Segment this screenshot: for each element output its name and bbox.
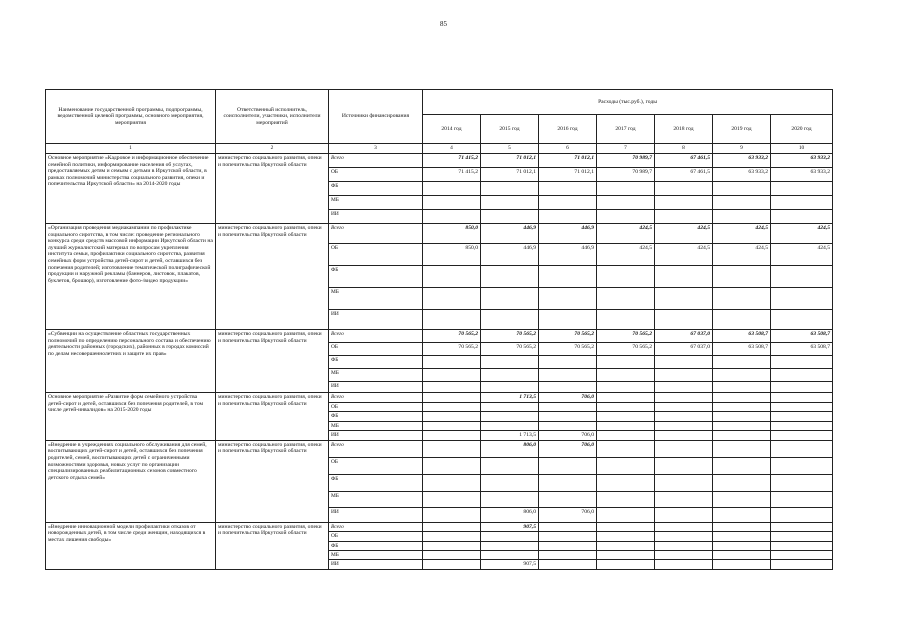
expense-value [423, 393, 481, 403]
expense-value [597, 412, 655, 421]
expense-value [481, 412, 539, 421]
expense-value [423, 532, 481, 541]
expense-value [423, 310, 481, 330]
expense-value [771, 382, 833, 393]
expense-value [597, 551, 655, 560]
column-number: 1 [46, 144, 216, 154]
expense-value [539, 356, 597, 369]
table-row [46, 154, 833, 168]
expense-value: 706,0 [539, 440, 597, 457]
expense-value: 71 012,1 [481, 168, 539, 182]
funding-source: МБ [329, 369, 423, 382]
expense-value [655, 210, 713, 224]
funding-source: ОБ [329, 532, 423, 541]
expense-value [713, 560, 771, 570]
expense-value: 63 508,7 [713, 343, 771, 356]
expense-value: 71 012,1 [481, 154, 539, 168]
measure-name: «Организация проведения медиакампании по профилактике социального сиротства, в том числе: проведение регионального конкурса среди средств массовой информации Иркутской области на лучший журналистский материал по вопросам укрепления института семьи, профилактики социального сиротства, развития семейных форм устройства детей-сирот и детей, оставшихся без попечения родителей; изготовление тематической полиграфической продукции и наружной рекламы (баннеров, листовок, плакатов, буклетов, брошюр), изготовление фото-/видео продукции» [46, 224, 216, 330]
funding-source: МБ [329, 421, 423, 430]
expense-value [481, 551, 539, 560]
expense-value: 70 565,2 [597, 330, 655, 343]
expense-value: 446,9 [481, 224, 539, 244]
expense-value [771, 310, 833, 330]
expense-value [481, 369, 539, 382]
expense-value [423, 182, 481, 196]
expense-value: 70 565,2 [597, 343, 655, 356]
expense-value: 70 565,2 [481, 343, 539, 356]
measure-executor: министерство социального развития, опеки и попечительства Иркутской области [216, 154, 329, 224]
expense-value [481, 382, 539, 393]
expense-value [597, 457, 655, 474]
expense-value [771, 457, 833, 474]
measure-name: «Внедрение в учреждениях социального обслуживания для семей, воспитывающих детей-сирот и детей, оставшихся без попечения родителей, семей, воспитывающих детей с ограниченными возможностями здоровья, новых услуг по организации специализированных реабилитационных сезонов совместного детского отдыха семей» [46, 440, 216, 522]
expense-value [539, 266, 597, 288]
expense-value [539, 412, 597, 421]
header-year: 2018 год [655, 115, 713, 144]
expense-value [655, 507, 713, 522]
expense-value: 424,5 [713, 244, 771, 266]
expense-value [655, 266, 713, 288]
expense-value [423, 560, 481, 570]
expense-value [713, 382, 771, 393]
expense-value [655, 551, 713, 560]
expense-value [597, 356, 655, 369]
expense-value [713, 431, 771, 441]
expense-value: 446,9 [539, 244, 597, 266]
expense-value [539, 196, 597, 210]
expense-value [655, 474, 713, 491]
expense-value [423, 210, 481, 224]
expense-value [539, 474, 597, 491]
expense-value: 63 933,2 [771, 154, 833, 168]
column-number: 3 [329, 144, 423, 154]
expense-value [713, 457, 771, 474]
expense-value [423, 507, 481, 522]
expense-value [655, 491, 713, 507]
expense-value: 67 461,5 [655, 168, 713, 182]
expense-value [481, 474, 539, 491]
expense-value: 63 508,7 [771, 343, 833, 356]
expense-value [771, 491, 833, 507]
expense-value [713, 551, 771, 560]
expense-value [423, 457, 481, 474]
expense-value [481, 403, 539, 412]
measure-name: Основное мероприятие «Кадровое и информационное обеспечение семейной политики, информирование населения об услугах, предоставляемых детям и семьям с детьми в Иркутской области, в рамках полномочий министерства социального развития, опеки и попечительства Иркутской области» на 2014-2020 годы [46, 154, 216, 224]
measure-executor: министерство социального развития, опеки и попечительства Иркутской области [216, 224, 329, 330]
expense-value: 424,5 [771, 244, 833, 266]
column-number: 9 [713, 144, 771, 154]
expense-value: 806,0 [481, 440, 539, 457]
table-row [46, 393, 833, 403]
expense-value [771, 507, 833, 522]
header-year: 2015 год [481, 115, 539, 144]
expense-value [771, 266, 833, 288]
funding-source: ИИ [329, 431, 423, 441]
expense-value [539, 421, 597, 430]
expense-value [423, 196, 481, 210]
expense-value [481, 288, 539, 310]
table-row [46, 440, 833, 457]
expense-value [713, 440, 771, 457]
measure-executor: министерство социального развития, опеки и попечительства Иркутской области [216, 393, 329, 441]
expense-value: 71 012,1 [539, 168, 597, 182]
expense-value: 67 037,0 [655, 330, 713, 343]
expense-value [597, 541, 655, 550]
expense-value [771, 196, 833, 210]
header-executor: Ответственный исполнитель, соисполнители, участники, исполнители мероприятий [216, 90, 329, 144]
expense-value [713, 266, 771, 288]
expense-value [597, 369, 655, 382]
expense-value: 70 565,2 [481, 330, 539, 343]
expense-value [597, 210, 655, 224]
funding-source: ФБ [329, 412, 423, 421]
expense-value: 850,0 [423, 244, 481, 266]
header-year: 2017 год [597, 115, 655, 144]
expense-value [771, 182, 833, 196]
expense-value [655, 541, 713, 550]
expense-value [481, 356, 539, 369]
funding-source: МБ [329, 491, 423, 507]
expense-value [481, 541, 539, 550]
funding-source: ФБ [329, 356, 423, 369]
header-year: 2016 год [539, 115, 597, 144]
expense-value [539, 369, 597, 382]
expense-value [713, 182, 771, 196]
funding-source: ОБ [329, 403, 423, 412]
expense-value [655, 403, 713, 412]
expense-value [597, 560, 655, 570]
expense-value [713, 369, 771, 382]
expense-value [597, 491, 655, 507]
expense-value: 424,5 [597, 224, 655, 244]
funding-source: ФБ [329, 541, 423, 550]
expense-value [597, 440, 655, 457]
expense-value [481, 532, 539, 541]
expense-value [771, 551, 833, 560]
expense-value [539, 382, 597, 393]
expense-value [771, 412, 833, 421]
expense-value [539, 182, 597, 196]
expense-value [423, 266, 481, 288]
funding-source: ОБ [329, 168, 423, 182]
measure-name: Основное мероприятие «Развитие форм семейного устройства детей-сирот и детей, оставшихся без попечения родителей, в том числе детей-инвалидов» на 2015-2020 годы [46, 393, 216, 441]
expense-value [655, 182, 713, 196]
funding-source: ИИ [329, 382, 423, 393]
expense-value [597, 393, 655, 403]
budget-body [46, 154, 833, 570]
expense-value [771, 440, 833, 457]
expense-value [771, 369, 833, 382]
expense-value [771, 431, 833, 441]
expense-value [539, 560, 597, 570]
measure-name: «Внедрение инновационной модели профилактики отказов от новорожденных детей, в том числе среди женщин, находящихся в местах лишения свободы» [46, 522, 216, 569]
expense-value [713, 356, 771, 369]
expense-value [713, 474, 771, 491]
expense-value: 424,5 [655, 244, 713, 266]
expense-value [713, 288, 771, 310]
expense-value [481, 457, 539, 474]
expense-value: 63 508,7 [771, 330, 833, 343]
header-name: Наименование государственной программы, подпрограммы, ведомственной целевой программы, основного мероприятия, мероприятия [46, 90, 216, 144]
column-number: 8 [655, 144, 713, 154]
expense-value [771, 421, 833, 430]
funding-source: ФБ [329, 266, 423, 288]
expense-value [771, 532, 833, 541]
funding-source: ИИ [329, 210, 423, 224]
expense-value [655, 310, 713, 330]
expense-value [713, 403, 771, 412]
expense-value [713, 541, 771, 550]
expense-value: 71 012,1 [539, 154, 597, 168]
expense-value: 70 989,7 [597, 168, 655, 182]
expense-value: 424,5 [597, 244, 655, 266]
expense-value: 1 713,5 [481, 431, 539, 441]
expense-value [655, 522, 713, 532]
expense-value [423, 541, 481, 550]
expense-value [539, 310, 597, 330]
header-source: Источники финансирования [329, 90, 423, 144]
expense-value [539, 403, 597, 412]
expense-value: 63 508,7 [713, 330, 771, 343]
expense-value [423, 412, 481, 421]
expense-value: 63 933,2 [713, 168, 771, 182]
expense-value [597, 507, 655, 522]
expense-value [423, 382, 481, 393]
expense-value [597, 532, 655, 541]
expense-value [423, 522, 481, 532]
expense-value: 446,9 [539, 224, 597, 244]
expense-value [597, 266, 655, 288]
expense-value [655, 412, 713, 421]
expense-value [655, 560, 713, 570]
expense-value [713, 412, 771, 421]
funding-source: ИИ [329, 560, 423, 570]
expense-value: 70 565,2 [423, 330, 481, 343]
expense-value [771, 210, 833, 224]
table-row [46, 522, 833, 532]
expense-value [713, 532, 771, 541]
expense-value [771, 288, 833, 310]
expense-value [539, 551, 597, 560]
funding-source: Всего [329, 393, 423, 403]
expense-value [713, 196, 771, 210]
expense-value [597, 431, 655, 441]
expense-value [713, 507, 771, 522]
expense-value [423, 474, 481, 491]
funding-source: ФБ [329, 474, 423, 491]
budget-table [45, 89, 833, 570]
expense-value [481, 421, 539, 430]
expense-value [539, 541, 597, 550]
expense-value [655, 393, 713, 403]
expense-value: 71 415,2 [423, 168, 481, 182]
expense-value: 706,0 [539, 393, 597, 403]
expense-value: 806,0 [481, 507, 539, 522]
expense-value [655, 288, 713, 310]
expense-value [771, 403, 833, 412]
expense-value [713, 310, 771, 330]
expense-value [771, 393, 833, 403]
expense-value: 70 565,2 [539, 330, 597, 343]
expense-value [597, 382, 655, 393]
table-row [46, 224, 833, 244]
expense-value: 706,0 [539, 431, 597, 441]
expense-value [423, 421, 481, 430]
funding-source: Всего [329, 330, 423, 343]
measure-name: «Субвенции на осуществление областных государственных полномочий по определению персонального состава и обеспечению деятельности районных (городских), районных в городах комиссий по делам несовершеннолетних и защите их прав» [46, 330, 216, 393]
funding-source: ИИ [329, 310, 423, 330]
table-row [46, 330, 833, 343]
expense-value [655, 421, 713, 430]
header-expenses: Расходы (тыс.руб.), годы [423, 90, 833, 115]
column-number: 5 [481, 144, 539, 154]
expense-value: 424,5 [713, 224, 771, 244]
funding-source: ИИ [329, 507, 423, 522]
expense-value [655, 457, 713, 474]
measure-executor: министерство социального развития, опеки и попечительства Иркутской области [216, 330, 329, 393]
expense-value [423, 551, 481, 560]
expense-value [771, 474, 833, 491]
expense-value: 424,5 [771, 224, 833, 244]
expense-value: 907,5 [481, 522, 539, 532]
expense-value [423, 440, 481, 457]
expense-value [655, 382, 713, 393]
expense-value [539, 210, 597, 224]
funding-source: ОБ [329, 343, 423, 356]
column-number: 10 [771, 144, 833, 154]
expense-value [597, 182, 655, 196]
expense-value: 706,0 [539, 507, 597, 522]
funding-source: МБ [329, 196, 423, 210]
expense-value [655, 440, 713, 457]
expense-value [539, 532, 597, 541]
expense-value [539, 457, 597, 474]
column-numbers-row [46, 144, 833, 154]
expense-value [771, 541, 833, 550]
expense-value [481, 266, 539, 288]
expense-value [713, 491, 771, 507]
column-number: 4 [423, 144, 481, 154]
expense-value [655, 369, 713, 382]
header-year: 2014 год [423, 115, 481, 144]
funding-source: МБ [329, 551, 423, 560]
funding-source: ФБ [329, 182, 423, 196]
expense-value [539, 491, 597, 507]
expense-value [597, 288, 655, 310]
expense-value: 850,0 [423, 224, 481, 244]
expense-value: 446,9 [481, 244, 539, 266]
expense-value [597, 421, 655, 430]
expense-value: 70 989,7 [597, 154, 655, 168]
expense-value [481, 491, 539, 507]
expense-value [423, 288, 481, 310]
expense-value: 1 713,5 [481, 393, 539, 403]
expense-value [713, 421, 771, 430]
expense-value [597, 474, 655, 491]
funding-source: Всего [329, 224, 423, 244]
header-year: 2020 год [771, 115, 833, 144]
expense-value [539, 288, 597, 310]
funding-source: Всего [329, 522, 423, 532]
expense-value [771, 522, 833, 532]
expense-value [713, 522, 771, 532]
header-year: 2019 год [713, 115, 771, 144]
expense-value [481, 196, 539, 210]
funding-source: Всего [329, 440, 423, 457]
expense-value [713, 210, 771, 224]
expense-value [597, 196, 655, 210]
expense-value [481, 182, 539, 196]
expense-value [597, 310, 655, 330]
column-number: 2 [216, 144, 329, 154]
expense-value [539, 522, 597, 532]
expense-value [713, 393, 771, 403]
column-number: 6 [539, 144, 597, 154]
expense-value: 907,5 [481, 560, 539, 570]
expense-value [597, 522, 655, 532]
expense-value: 67 461,5 [655, 154, 713, 168]
measure-executor: министерство социального развития, опеки и попечительства Иркутской области [216, 522, 329, 569]
expense-value [423, 369, 481, 382]
expense-value: 67 037,0 [655, 343, 713, 356]
expense-value [655, 431, 713, 441]
column-number: 7 [597, 144, 655, 154]
expense-value [481, 310, 539, 330]
expense-value [655, 356, 713, 369]
expense-value [481, 210, 539, 224]
funding-source: ОБ [329, 457, 423, 474]
expense-value [655, 532, 713, 541]
funding-source: МБ [329, 288, 423, 310]
expense-value: 70 565,2 [423, 343, 481, 356]
funding-source: Всего [329, 154, 423, 168]
expense-value [655, 196, 713, 210]
expense-value [423, 431, 481, 441]
expense-value: 71 415,2 [423, 154, 481, 168]
page-number: 85 [440, 20, 447, 28]
expense-value [423, 356, 481, 369]
funding-source: ОБ [329, 244, 423, 266]
expense-value [771, 356, 833, 369]
expense-value [423, 491, 481, 507]
expense-value [597, 403, 655, 412]
expense-value: 63 933,2 [713, 154, 771, 168]
expense-value: 424,5 [655, 224, 713, 244]
expense-value [771, 560, 833, 570]
measure-executor: министерство социального развития, опеки и попечительства Иркутской области [216, 440, 329, 522]
expense-value: 63 933,2 [771, 168, 833, 182]
expense-value [423, 403, 481, 412]
expense-value: 70 565,2 [539, 343, 597, 356]
